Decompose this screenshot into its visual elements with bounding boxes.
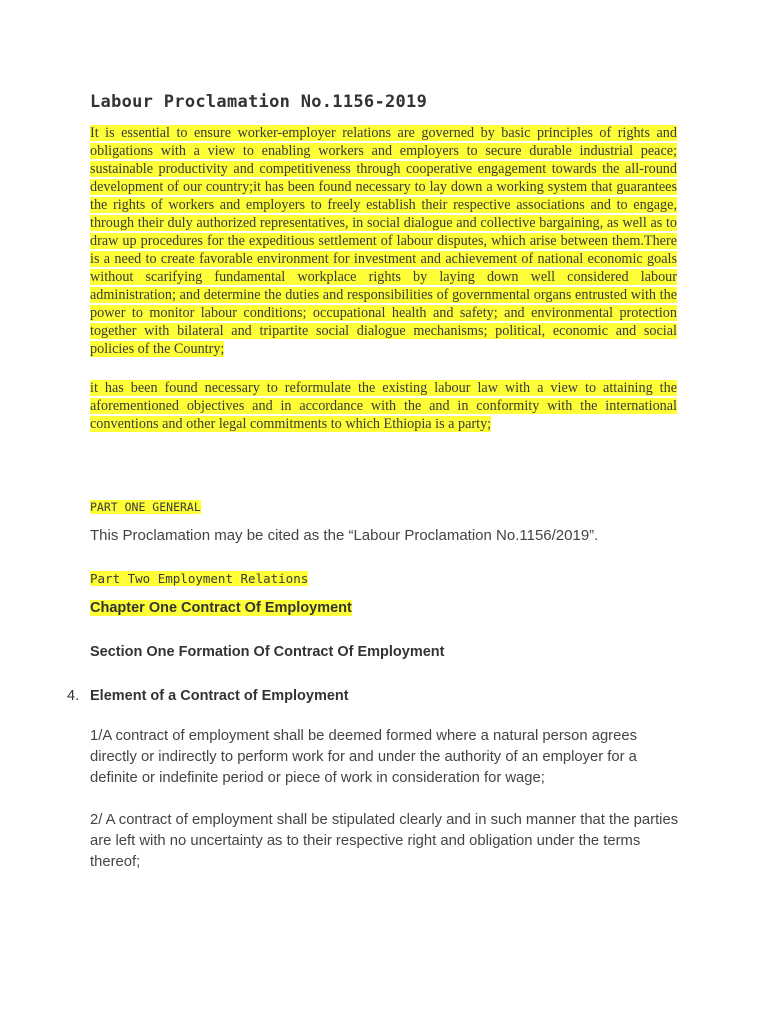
- article-number: 4.: [67, 688, 80, 704]
- document-title: Labour Proclamation No.1156-2019: [90, 92, 428, 112]
- chapter-heading: [90, 600, 352, 616]
- clause-2: 2/ A contract of employment shall be stipulated clearly and in such manner that the parties are left with no uncertainty as to their respective right and obligation under the terms thereof;: [90, 812, 679, 870]
- highlighted-text: It is essential to ensure worker-employer relations are governed by basic principles of rights and obligations with a view to enabling workers and employers to secure durable industrial peace; sustainable productivity and competitiveness through cooperative engagement towards the all-round development of our country;it has been found necessary to lay down a working system that guarantees the rights of workers and employers to freely establish their respective associations and to engage, through their duly authorized representatives, in social dialogue and collective bargaining, as well as to draw up procedures for the expeditious settlement of labour disputes, which arise between them.There is a need to create favorable environment for investment and achievement of national economic goals without scarifying fundamental workplace rights by laying down well considered labour administration; and determine the duties and responsibilities of governmental organs entrusted with the power to monitor labour conditions; occupational health and safety; and environmental protection together with bilateral and tripartite social dialogue mechanisms; political, economic and social policies of the Country;: [90, 125, 677, 357]
- article-heading: Element of a Contract of Employment: [90, 688, 349, 704]
- part-one-heading: [90, 500, 201, 514]
- highlighted-text: Part Two Employment Relations: [90, 571, 309, 586]
- part-two-heading: [90, 571, 308, 586]
- section-heading: Section One Formation Of Contract Of Employment: [90, 644, 445, 660]
- highlighted-text: PART ONE GENERAL: [90, 500, 201, 514]
- citation-paragraph: This Proclamation may be cited as the “Labour Proclamation No.1156/2019”.: [90, 527, 599, 544]
- preamble-paragraph-1: [90, 124, 677, 358]
- highlighted-text: it has been found necessary to reformulate the existing labour law with a view to attaining the aforementioned objectives and in accordance with the and in conformity with the international conventions and other legal commitments to which Ethiopia is a party;: [90, 380, 677, 432]
- clause-1: 1/A contract of employment shall be deemed formed where a natural person agrees directly or indirectly to perform work for and under the authority of an employer for a definite or indefinite period or piece of work in consideration for wage;: [90, 728, 637, 786]
- preamble-paragraph-2: [90, 379, 677, 433]
- highlighted-text: Chapter One Contract Of Employment: [90, 600, 352, 616]
